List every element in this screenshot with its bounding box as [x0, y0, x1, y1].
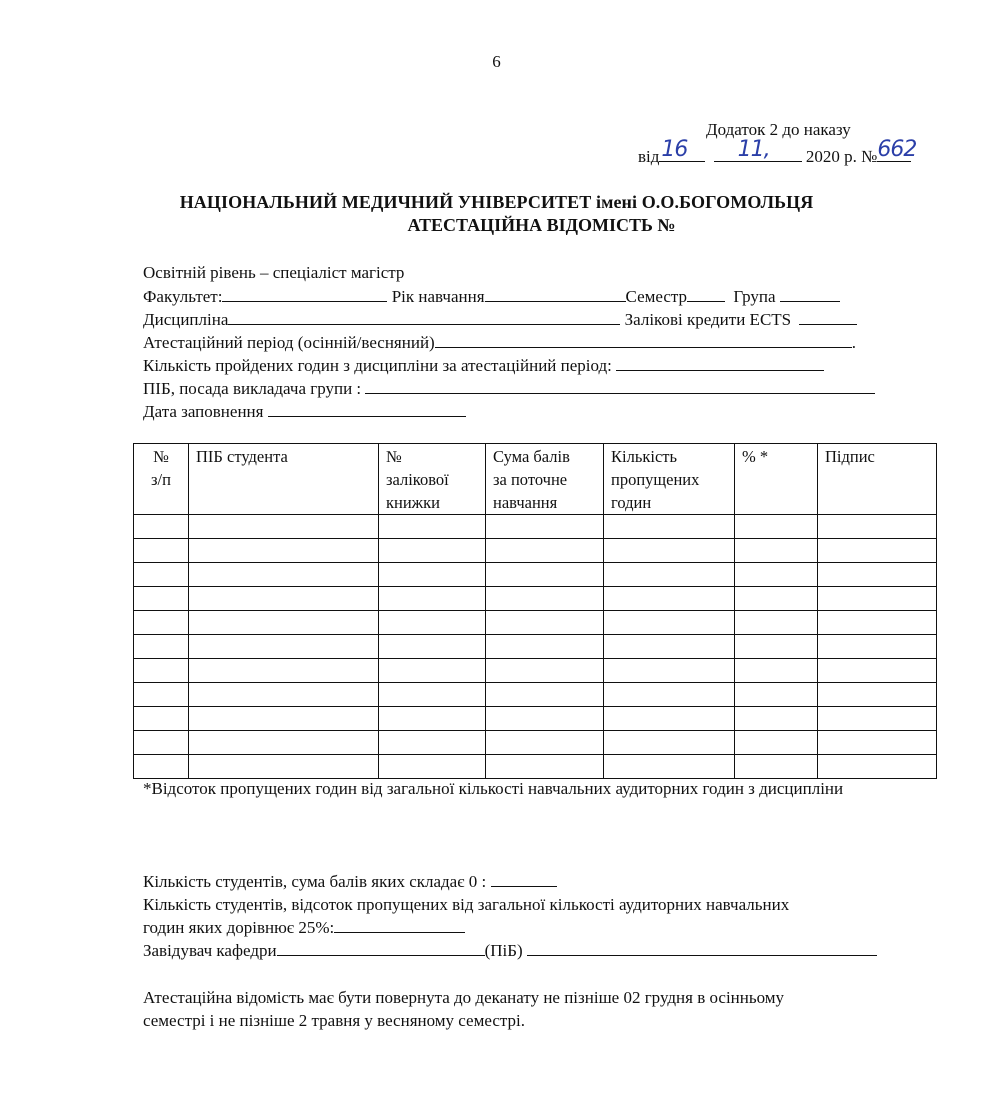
table-cell[interactable]: [134, 731, 189, 755]
semester-blank[interactable]: [687, 287, 725, 302]
table-cell[interactable]: [189, 539, 379, 563]
table-row: [134, 587, 937, 611]
table-cell[interactable]: [486, 515, 604, 539]
table-row: [134, 539, 937, 563]
table-cell[interactable]: [604, 731, 735, 755]
table-cell[interactable]: [134, 683, 189, 707]
table-cell[interactable]: [379, 731, 486, 755]
col-header-missed-hours: Кількість пропущених годин: [604, 444, 735, 515]
order-number-field: [877, 137, 917, 162]
table-cell[interactable]: [189, 659, 379, 683]
table-cell[interactable]: [604, 563, 735, 587]
hours-line: [143, 356, 824, 376]
table-row: [134, 683, 937, 707]
head-label: Завідувач кафедри: [143, 941, 277, 960]
missed-line-2: [143, 918, 465, 938]
university-heading: НАЦІОНАЛЬНИЙ МЕДИЧНИЙ УНІВЕРСИТЕТ імені О.О.БОГОМОЛЬЦЯ: [179, 192, 814, 212]
table-cell[interactable]: [818, 707, 937, 731]
table-cell[interactable]: [486, 611, 604, 635]
footer-line-2: семестрі і не пізніше 2 травня у весняному семестрі.: [143, 1011, 525, 1030]
table-cell[interactable]: [486, 707, 604, 731]
year-label: Рік навчання: [391, 287, 485, 306]
table-cell[interactable]: [735, 635, 818, 659]
head-signature-blank[interactable]: [277, 941, 485, 956]
order-reference-line: [638, 137, 917, 167]
date-line: [143, 402, 466, 422]
table-cell[interactable]: [735, 515, 818, 539]
order-number-handwritten: 662: [877, 137, 917, 162]
table-cell[interactable]: [604, 611, 735, 635]
table-row: [134, 707, 937, 731]
faculty-line: [143, 287, 840, 307]
head-name-blank[interactable]: [527, 941, 877, 956]
table-row: [134, 635, 937, 659]
table-cell[interactable]: [604, 515, 735, 539]
teacher-label: ПІБ, посада викладача групи :: [143, 379, 362, 398]
table-cell[interactable]: [189, 587, 379, 611]
table-row: [134, 659, 937, 683]
faculty-blank[interactable]: [222, 287, 387, 302]
order-appendix-title: Додаток 2 до наказу: [706, 120, 851, 139]
table-cell[interactable]: [134, 611, 189, 635]
table-cell[interactable]: [735, 755, 818, 779]
zero-score-blank[interactable]: [491, 872, 557, 887]
document-heading: АТЕСТАЦІЙНА ВІДОМІСТЬ №: [407, 215, 676, 235]
level-label: Освітній рівень – спеціаліст магістр: [143, 263, 405, 282]
table-cell[interactable]: [818, 611, 937, 635]
group-blank[interactable]: [780, 287, 840, 302]
table-cell[interactable]: [189, 515, 379, 539]
col-header-record-book: № залікової книжки: [379, 444, 486, 515]
missed-label-2: годин яких дорівнює 25%:: [143, 918, 335, 937]
table-cell[interactable]: [818, 755, 937, 779]
table-cell[interactable]: [818, 659, 937, 683]
table-cell[interactable]: [134, 755, 189, 779]
col-header-number: № з/п: [134, 444, 189, 515]
table-cell[interactable]: [189, 611, 379, 635]
table-row: [134, 515, 937, 539]
table-cell[interactable]: [189, 707, 379, 731]
table-cell[interactable]: [134, 587, 189, 611]
name-label: (ПіБ): [484, 941, 523, 960]
table-cell[interactable]: [134, 707, 189, 731]
col-header-percent: % *: [735, 444, 818, 515]
order-day-handwritten: 16: [661, 137, 688, 162]
table-cell[interactable]: [818, 587, 937, 611]
zero-score-line: [143, 872, 557, 892]
table-header-row: [134, 444, 937, 515]
table-cell[interactable]: [735, 707, 818, 731]
period-blank[interactable]: [435, 333, 852, 348]
table-cell[interactable]: [604, 683, 735, 707]
attestation-table: [133, 443, 937, 779]
table-cell[interactable]: [486, 539, 604, 563]
col-header-student-name: ПІБ студента: [189, 444, 379, 515]
table-cell[interactable]: [604, 659, 735, 683]
hours-blank[interactable]: [616, 356, 824, 371]
table-cell[interactable]: [379, 683, 486, 707]
table-cell[interactable]: [379, 563, 486, 587]
table-cell[interactable]: [189, 755, 379, 779]
missed-blank[interactable]: [334, 918, 465, 933]
table-cell[interactable]: [379, 587, 486, 611]
year-blank[interactable]: [485, 287, 626, 302]
table-cell[interactable]: [604, 707, 735, 731]
table-cell[interactable]: [604, 755, 735, 779]
hours-label: Кількість пройдених годин з дисципліни за атестаційний період:: [143, 356, 612, 375]
table-cell[interactable]: [818, 731, 937, 755]
table-cell[interactable]: [379, 659, 486, 683]
table-cell[interactable]: [735, 563, 818, 587]
discipline-blank[interactable]: [228, 310, 620, 325]
discipline-label: Дисципліна: [143, 310, 229, 329]
missed-line-1: Кількість студентів, відсоток пропущених від загальної кількості аудиторних навчальних: [143, 895, 790, 914]
percent-footnote: *Відсоток пропущених годин від загальної кількості навчальних аудиторних годин з дисципліни: [143, 779, 844, 798]
level-line: [143, 263, 404, 283]
table-cell[interactable]: [818, 515, 937, 539]
table-cell[interactable]: [604, 539, 735, 563]
table-cell[interactable]: [735, 539, 818, 563]
table-row: [134, 563, 937, 587]
table-cell[interactable]: [134, 635, 189, 659]
table-cell[interactable]: [379, 707, 486, 731]
period-line: [143, 333, 856, 353]
period-dot: .: [851, 333, 856, 352]
table-cell[interactable]: [818, 635, 937, 659]
table-cell[interactable]: [189, 731, 379, 755]
order-from-prefix: від: [638, 147, 660, 166]
order-year-text: 2020 р. №: [805, 147, 878, 166]
teacher-line: [143, 379, 875, 399]
credits-blank[interactable]: [799, 310, 857, 325]
col-header-signature: Підпис: [818, 444, 937, 515]
table-cell[interactable]: [486, 755, 604, 779]
faculty-label: Факультет:: [143, 287, 223, 306]
table-cell[interactable]: [134, 515, 189, 539]
table-cell[interactable]: [486, 563, 604, 587]
date-blank[interactable]: [268, 402, 466, 417]
date-label: Дата заповнення: [143, 402, 264, 421]
table-row: [134, 755, 937, 779]
table-cell[interactable]: [189, 563, 379, 587]
table-cell[interactable]: [486, 683, 604, 707]
zero-score-label: Кількість студентів, сума балів яких складає 0 :: [143, 872, 487, 891]
table-cell[interactable]: [486, 587, 604, 611]
table-cell[interactable]: [134, 659, 189, 683]
table-cell[interactable]: [735, 611, 818, 635]
table-cell[interactable]: [735, 731, 818, 755]
table-cell[interactable]: [486, 659, 604, 683]
semester-label: Семестр: [625, 287, 688, 306]
teacher-blank[interactable]: [365, 379, 875, 394]
table-cell[interactable]: [134, 539, 189, 563]
table-cell[interactable]: [379, 515, 486, 539]
discipline-line: [143, 310, 857, 330]
table-cell[interactable]: [604, 587, 735, 611]
group-label: Група: [733, 287, 776, 306]
credits-label: Залікові кредити ECTS: [624, 310, 792, 329]
table-cell[interactable]: [735, 683, 818, 707]
order-month-handwritten: 11,: [737, 137, 770, 162]
table-cell[interactable]: [379, 755, 486, 779]
table-cell[interactable]: [818, 539, 937, 563]
table-row: [134, 611, 937, 635]
table-cell[interactable]: [379, 539, 486, 563]
table-cell[interactable]: [604, 635, 735, 659]
footer-line-1: Атестаційна відомість має бути повернута до деканату не пізніше 02 грудня в осінньому: [143, 988, 785, 1007]
table-cell[interactable]: [486, 635, 604, 659]
head-of-department-line: [143, 941, 877, 961]
table-cell[interactable]: [189, 635, 379, 659]
table-row: [134, 731, 937, 755]
order-month-field: [714, 137, 802, 162]
table-body: [134, 515, 937, 779]
table-cell[interactable]: [818, 563, 937, 587]
col-header-score-sum: Сума балів за поточне навчання: [486, 444, 604, 515]
table-cell[interactable]: [735, 587, 818, 611]
table-cell[interactable]: [818, 683, 937, 707]
order-day-field: [659, 137, 705, 162]
table-cell[interactable]: [379, 635, 486, 659]
table-cell[interactable]: [735, 659, 818, 683]
period-label: Атестаційний період (осінній/весняний): [143, 333, 435, 352]
table-cell[interactable]: [486, 731, 604, 755]
page-number: 6: [492, 52, 501, 71]
table-cell[interactable]: [134, 563, 189, 587]
table-cell[interactable]: [379, 611, 486, 635]
table-cell[interactable]: [189, 683, 379, 707]
